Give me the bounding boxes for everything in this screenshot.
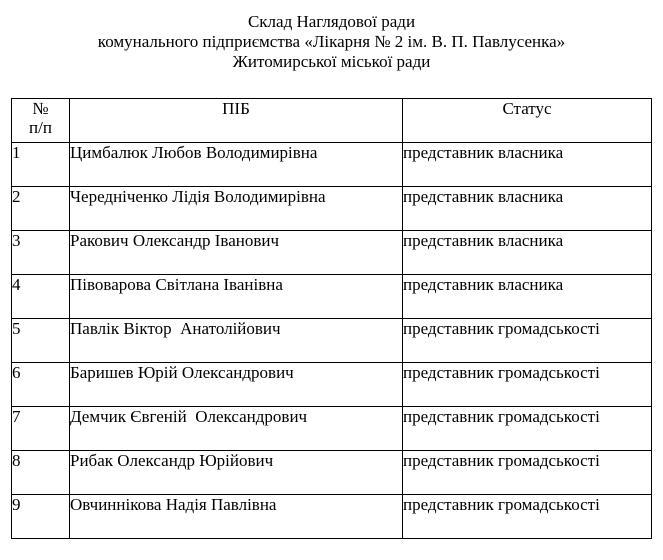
member-name: Півоварова Світлана Іванівна (70, 275, 403, 319)
member-status: представник власника (403, 187, 652, 231)
member-status: представник власника (403, 143, 652, 187)
supervisory-board-table (11, 98, 652, 539)
document-heading (0, 12, 663, 72)
table-row (12, 451, 652, 495)
row-number: 9 (12, 495, 70, 539)
member-name: Демчик Євгеній Олександрович (70, 407, 403, 451)
table-row (12, 495, 652, 539)
column-header-number (12, 99, 70, 143)
member-status: представник власника (403, 275, 652, 319)
member-name: Ракович Олександр Іванович (70, 231, 403, 275)
heading-line-2: комунального підприємства «Лікарня № 2 ім. В. П. Павлусенка» (97, 32, 566, 51)
table-row (12, 187, 652, 231)
table-row (12, 363, 652, 407)
table-row (12, 275, 652, 319)
column-header-status: Статус (403, 99, 652, 143)
column-header-number-line-2: п/п (29, 118, 52, 137)
member-status: представник громадськості (403, 451, 652, 495)
member-status: представник громадськості (403, 363, 652, 407)
member-status: представник громадськості (403, 495, 652, 539)
member-name: Чередніченко Лідія Володимирівна (70, 187, 403, 231)
heading-line-3: Житомирської міської ради (232, 52, 431, 71)
row-number: 8 (12, 451, 70, 495)
member-name: Павлік Віктор Анатолійович (70, 319, 403, 363)
member-status: представник громадськості (403, 407, 652, 451)
table-row (12, 143, 652, 187)
row-number: 1 (12, 143, 70, 187)
row-number: 5 (12, 319, 70, 363)
member-name: Овчиннікова Надія Павлівна (70, 495, 403, 539)
table-header-row (12, 99, 652, 143)
row-number: 6 (12, 363, 70, 407)
member-status: представник власника (403, 231, 652, 275)
heading-line-1: Склад Наглядової ради (247, 12, 416, 31)
row-number: 3 (12, 231, 70, 275)
table-row (12, 407, 652, 451)
row-number: 2 (12, 187, 70, 231)
column-header-name: ПІБ (70, 99, 403, 143)
member-name: Цимбалюк Любов Володимирівна (70, 143, 403, 187)
member-name: Рибак Олександр Юрійович (70, 451, 403, 495)
row-number: 7 (12, 407, 70, 451)
member-status: представник громадськості (403, 319, 652, 363)
table-row (12, 319, 652, 363)
column-header-number-line-1: № (32, 99, 49, 118)
row-number: 4 (12, 275, 70, 319)
table-row (12, 231, 652, 275)
member-name: Баришев Юрій Олександрович (70, 363, 403, 407)
